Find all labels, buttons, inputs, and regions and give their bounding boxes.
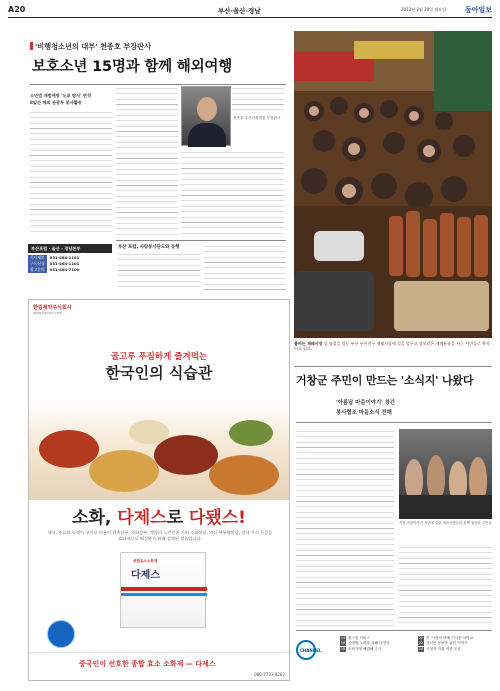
article2-subhead-2: 봉사협조 마을소식 전해 — [336, 410, 392, 416]
kicker-bar — [30, 42, 33, 50]
subhead-1: 소년범 재범예방 '도쿄 탐사' 변경 — [30, 93, 91, 98]
slogan-brand: 다제스 — [117, 508, 167, 528]
dish — [129, 420, 169, 444]
section-title: 부산·울산·경남 — [218, 7, 261, 15]
tv-item-number: 24 — [418, 646, 424, 651]
market-photo-caption — [294, 341, 492, 352]
divider — [116, 240, 286, 241]
divider — [30, 84, 286, 85]
box-stripe — [121, 587, 207, 591]
contact-value: 051-464-1101 — [49, 261, 80, 266]
advertisement[interactable] — [28, 299, 290, 681]
divider — [296, 630, 492, 631]
contact-value: 051-464-7100 — [49, 267, 80, 272]
ad-brand — [33, 304, 72, 315]
subhead-2: 8일간 해외 관광투 봉사활동 — [30, 100, 82, 105]
product-name: 다제스 — [131, 570, 160, 581]
ad-phone: 080-7733-8282 — [254, 672, 285, 677]
contact-box-title: 부산포럼 · 울산 · 경남본부 — [28, 244, 112, 253]
article-headline: 보호소년 15명과 함께 해외여행 — [32, 59, 233, 75]
box-stripe — [121, 593, 207, 596]
tv-item-text: 이 '사랑의 택배 기사를 마아요' — [426, 636, 475, 640]
article2-subhead-1: '아름답 마을이야기' 창간 — [336, 400, 396, 406]
channel-logo — [296, 636, 336, 660]
tv-item-number: 16 — [340, 641, 346, 646]
tv-item[interactable] — [418, 647, 492, 652]
dish — [39, 430, 99, 468]
tv-list-right — [418, 636, 492, 652]
caption-body: 설 명절을 앞둔 부산 부산진구 재래시장에 설을 앞두고 장보러온 제례용품을 사는 시민들로 북적이고 있다. — [294, 341, 490, 352]
article2-headline: 거창군 주민이 만드는 '소식지' 나왔다 — [296, 374, 474, 387]
page-header — [8, 4, 492, 18]
tv-item-text: 공정할 노력을 위해 다양한 — [348, 641, 390, 646]
portrait-face — [197, 97, 217, 121]
contact-label: 광고문의 — [30, 267, 45, 272]
slogan-part: 다됐스! — [188, 508, 246, 528]
photo-foreground — [399, 495, 492, 519]
food-spread-image — [29, 400, 290, 500]
ad-kicker: 골고루 푸짐하게 즐겨먹는 — [110, 352, 208, 362]
dish — [89, 450, 159, 492]
body-column-4 — [181, 150, 284, 236]
body-column-3 — [232, 86, 284, 114]
tv-item-number: 14 — [340, 636, 346, 640]
village-photo — [399, 429, 492, 519]
contact-row — [28, 267, 112, 273]
village-photo-caption: 거창 마을이야기 지면에 실린 마을사람들과 함께 참석한 주민들 — [399, 521, 492, 525]
inline-subhead: 부산 포럼, 사랑봉사단도와 동행 — [118, 245, 180, 250]
tv-item-text: 소비가계 해결해 주식 — [348, 646, 382, 651]
judge-portrait — [181, 86, 231, 146]
body-column-5 — [118, 252, 200, 292]
channel-brand: CHANNEL — [300, 648, 322, 653]
ad-footer-text: 중국인이 선호한 종합 효소 소화제 — 다제스 — [79, 660, 216, 668]
contact-label: 기사제보 — [30, 255, 45, 260]
caption-text — [294, 341, 492, 352]
ad-description: 채식, 주류와 녹색이 구기로 이용이 위촉진부, 위하강부, 생각의 노란인한 가벼 소화불량, 과식 복부팽만감, 장내 가스 등증을 효과적으로 해결하기 위해 설계된 제품입니다. — [47, 530, 273, 541]
ad-footer — [29, 652, 290, 681]
article-kicker — [30, 42, 151, 52]
body-column-6 — [204, 244, 286, 292]
dish — [154, 435, 218, 475]
market-photo — [294, 31, 492, 338]
divider — [296, 422, 492, 423]
article2-column-1 — [296, 429, 394, 627]
contact-value: 051-464-1101 — [49, 255, 80, 260]
dish — [229, 420, 273, 446]
body-column-1 — [30, 110, 112, 236]
portrait-caption: 천종호 부산가정법원 부장판사 — [233, 116, 281, 120]
dish — [209, 455, 279, 495]
ad-brand-url: www.hallym.com — [33, 311, 62, 315]
ad-brand-name: 한림제약주식회사 — [33, 305, 72, 311]
tv-item-text: 시청자 자율 의견 모음 — [426, 646, 461, 651]
market-scene — [294, 31, 492, 338]
tv-item-number: 20 — [418, 636, 424, 640]
tv-item-text: 원스톱 서비스 — [348, 636, 370, 640]
kicker-text: '비행청소년의 대부' 천종호 부장판사 — [35, 42, 152, 51]
ad-slogan — [29, 503, 289, 528]
caption-title: 붐비는 재래시장 — [294, 341, 323, 346]
portrait-suit — [188, 123, 226, 147]
contact-box — [28, 255, 112, 273]
page-number: A20 — [8, 5, 26, 14]
tv-item[interactable] — [340, 647, 414, 652]
slogan-part: 로 — [166, 508, 189, 528]
article2-column-2 — [399, 545, 492, 627]
product-box — [120, 552, 206, 628]
divider — [294, 366, 492, 367]
person — [427, 455, 445, 499]
award-badge-icon — [47, 620, 75, 648]
product-category: 종합효소소화제 — [133, 559, 158, 563]
contact-label: 구독신청 — [30, 261, 45, 266]
newspaper-logo: 동아일보 — [464, 6, 492, 14]
issue-date: 2012년 2월 20일 월요일 — [401, 7, 446, 12]
tv-list-left — [340, 636, 414, 652]
slogan-part: 소화, — [72, 508, 118, 528]
tv-item-text: 음식안 동양을 위한 이야기 — [426, 641, 468, 646]
ad-headline: 한국인의 식습관 — [105, 364, 213, 382]
person — [405, 459, 423, 499]
body-column-2 — [116, 86, 178, 236]
tv-item-number: 18 — [340, 646, 346, 651]
tv-item-number: 22 — [418, 641, 424, 646]
